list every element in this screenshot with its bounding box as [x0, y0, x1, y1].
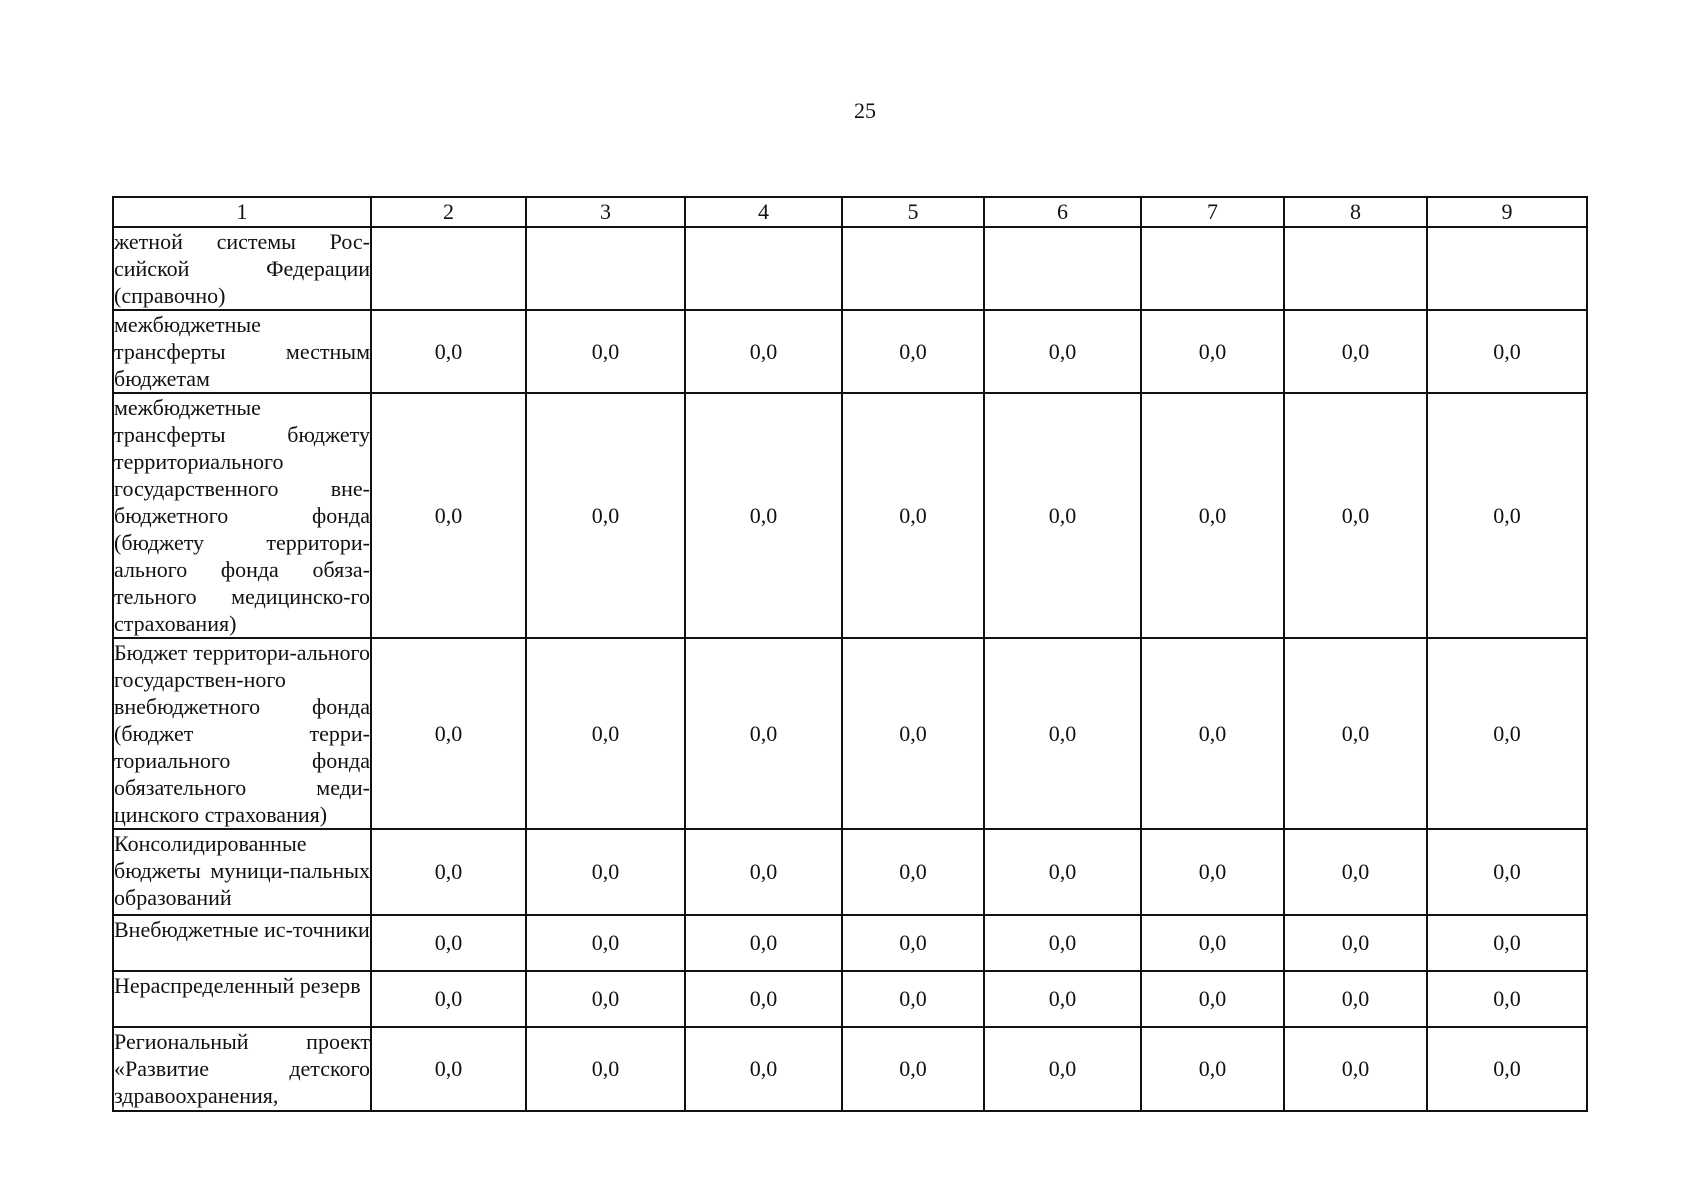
row-label: жетной системы Рос-сийской Федерации (справочно)	[114, 229, 370, 308]
table-cell: 0,0	[371, 971, 526, 1027]
table-cell: 0,0	[1141, 829, 1284, 915]
table-cell: 0,0	[984, 393, 1141, 638]
table-cell: 0,0	[1141, 915, 1284, 971]
table-cell: 0,0	[1427, 638, 1587, 829]
budget-table	[112, 196, 1588, 1112]
table-cell: 0,0	[984, 971, 1141, 1027]
table-cell: 0,0	[984, 310, 1141, 393]
table-cell: 0,0	[1284, 1027, 1427, 1111]
table-row	[113, 971, 1587, 1027]
table-cell: 0,0	[984, 915, 1141, 971]
table-cell: 0,0	[1284, 915, 1427, 971]
table-cell: 0,0	[371, 310, 526, 393]
row-label: Консолидированные бюджеты муници-пальных образований	[113, 829, 371, 915]
table-cell: 0,0	[371, 638, 526, 829]
table-cell: 0,0	[526, 638, 685, 829]
table-cell: 0,0	[1427, 393, 1587, 638]
table-row	[113, 227, 1587, 310]
column-header: 8	[1284, 197, 1427, 227]
table-cell: 0,0	[371, 915, 526, 971]
table-cell: 0,0	[842, 1027, 984, 1111]
column-header: 4	[685, 197, 842, 227]
table-row	[113, 393, 1587, 638]
table-cell: 0,0	[526, 971, 685, 1027]
table-cell: 0,0	[842, 393, 984, 638]
table-cell: 0,0	[1141, 1027, 1284, 1111]
table-cell: 0,0	[685, 310, 842, 393]
table-cell: 0,0	[1427, 915, 1587, 971]
table-cell: 0,0	[1284, 638, 1427, 829]
table-cell: 0,0	[842, 971, 984, 1027]
row-label: межбюджетные трансферты местным бюджетам	[114, 312, 370, 391]
table-cell: 0,0	[526, 393, 685, 638]
column-header: 2	[371, 197, 526, 227]
table-cell: 0,0	[1427, 971, 1587, 1027]
column-header: 9	[1427, 197, 1587, 227]
table-cell: 0,0	[1427, 310, 1587, 393]
table-cell	[526, 227, 685, 310]
table-cell	[1427, 227, 1587, 310]
table-cell: 0,0	[371, 829, 526, 915]
table-cell: 0,0	[1427, 1027, 1587, 1111]
table-cell	[685, 227, 842, 310]
table-cell: 0,0	[526, 915, 685, 971]
table-row	[113, 310, 1587, 393]
table-cell: 0,0	[685, 915, 842, 971]
table-cell: 0,0	[526, 310, 685, 393]
table-cell	[1141, 227, 1284, 310]
table-cell	[1284, 227, 1427, 310]
table-cell: 0,0	[526, 829, 685, 915]
table-cell: 0,0	[685, 829, 842, 915]
table-cell: 0,0	[842, 310, 984, 393]
table-cell: 0,0	[685, 971, 842, 1027]
header-row	[113, 197, 1587, 227]
row-label: Региональный проект «Развитие детского здравоохранения,	[113, 1027, 371, 1111]
table-cell: 0,0	[984, 638, 1141, 829]
table-cell: 0,0	[1427, 829, 1587, 915]
table-row	[113, 638, 1587, 829]
page-number: 25	[854, 98, 876, 123]
table-cell: 0,0	[685, 1027, 842, 1111]
table-row	[113, 1027, 1587, 1111]
table-cell: 0,0	[371, 393, 526, 638]
table-cell: 0,0	[685, 638, 842, 829]
table-cell: 0,0	[371, 1027, 526, 1111]
table-row	[113, 915, 1587, 971]
row-label: межбюджетные трансферты бюджету территориального государственного вне-бюджетного фонда (бюджету территори-ального фонда обяза-тельного медицинско-го страхования)	[114, 395, 370, 636]
table-cell: 0,0	[1284, 971, 1427, 1027]
table-cell: 0,0	[1284, 829, 1427, 915]
table-cell: 0,0	[1141, 971, 1284, 1027]
table-cell: 0,0	[842, 638, 984, 829]
table-cell	[371, 227, 526, 310]
table-cell: 0,0	[526, 1027, 685, 1111]
table-cell: 0,0	[1141, 393, 1284, 638]
table-cell: 0,0	[984, 829, 1141, 915]
table-cell: 0,0	[1284, 393, 1427, 638]
table-cell: 0,0	[685, 393, 842, 638]
table-cell	[842, 227, 984, 310]
row-label: Внебюджетные ис-точники	[113, 915, 371, 971]
column-header: 6	[984, 197, 1141, 227]
table-cell	[984, 227, 1141, 310]
table-cell: 0,0	[842, 829, 984, 915]
table-cell: 0,0	[984, 1027, 1141, 1111]
table-cell: 0,0	[1141, 638, 1284, 829]
table-row	[113, 829, 1587, 915]
row-label: Бюджет территори-ального государствен-ного внебюджетного фонда (бюджет терри-ториального фонда обязательного меди-цинского страхования)	[114, 640, 370, 827]
column-header: 7	[1141, 197, 1284, 227]
column-header: 3	[526, 197, 685, 227]
row-label: Нераспределенный резерв	[113, 971, 371, 1027]
table-cell: 0,0	[1284, 310, 1427, 393]
column-header: 5	[842, 197, 984, 227]
table-cell: 0,0	[1141, 310, 1284, 393]
table-cell: 0,0	[842, 915, 984, 971]
column-header: 1	[113, 197, 371, 227]
